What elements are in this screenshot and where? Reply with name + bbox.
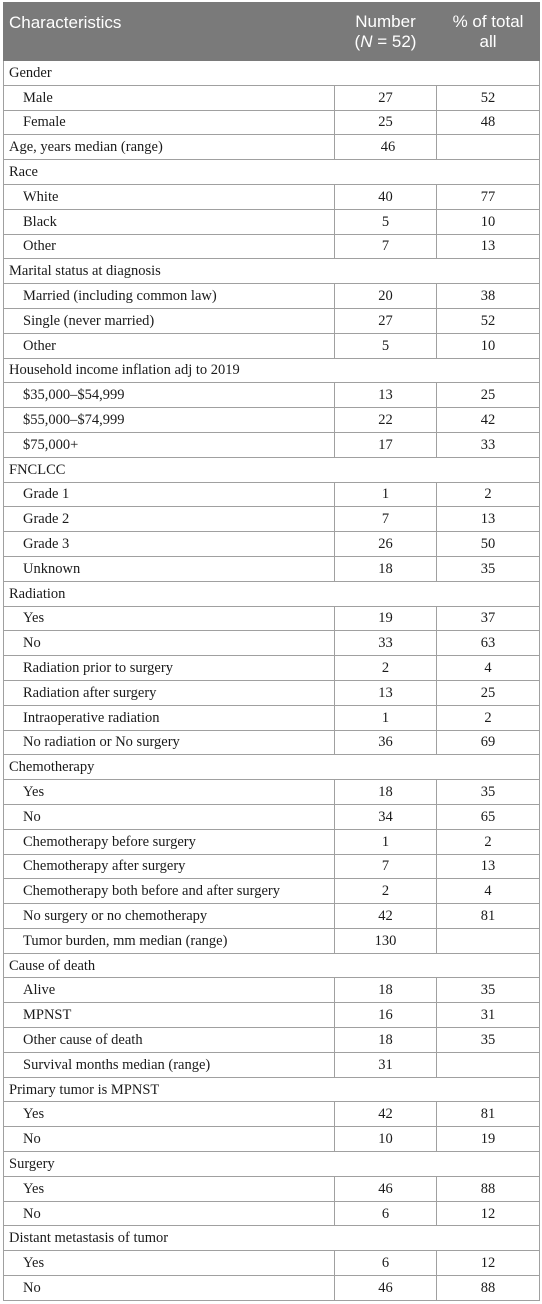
table-row xyxy=(4,928,540,953)
table-row xyxy=(4,482,540,507)
row-number: 6 xyxy=(335,1201,437,1226)
row-percent: 2 xyxy=(437,705,540,730)
row-label: Yes xyxy=(4,1102,335,1127)
row-number: 1 xyxy=(335,829,437,854)
table-row xyxy=(4,1276,540,1301)
row-number: 46 xyxy=(335,1276,437,1301)
row-number: 27 xyxy=(335,85,437,110)
row-percent: 13 xyxy=(437,854,540,879)
row-label: Chemotherapy both before and after surgery xyxy=(4,879,335,904)
row-percent: 38 xyxy=(437,284,540,309)
row-number: 31 xyxy=(335,1052,437,1077)
row-percent: 2 xyxy=(437,482,540,507)
table-row xyxy=(4,1028,540,1053)
header-characteristics xyxy=(4,3,335,61)
row-number: 1 xyxy=(335,482,437,507)
row-number: 5 xyxy=(335,333,437,358)
table-row xyxy=(4,978,540,1003)
row-label: Grade 1 xyxy=(4,482,335,507)
table-row xyxy=(4,333,540,358)
section-row xyxy=(4,953,540,978)
row-label: Other cause of death xyxy=(4,1028,335,1053)
row-number: 5 xyxy=(335,209,437,234)
header-row xyxy=(4,3,540,61)
section-row xyxy=(4,1077,540,1102)
row-number: 18 xyxy=(335,780,437,805)
row-number: 6 xyxy=(335,1251,437,1276)
section-label: Distant metastasis of tumor xyxy=(4,1226,540,1251)
row-percent: 50 xyxy=(437,532,540,557)
row-label: Survival months median (range) xyxy=(4,1052,335,1077)
section-label: Gender xyxy=(4,61,540,86)
row-number: 1 xyxy=(335,705,437,730)
table-row xyxy=(4,1003,540,1028)
section-row xyxy=(4,1152,540,1177)
row-percent: 10 xyxy=(437,209,540,234)
section-row xyxy=(4,755,540,780)
table-row xyxy=(4,829,540,854)
row-percent: 35 xyxy=(437,780,540,805)
table-row xyxy=(4,606,540,631)
row-number: 42 xyxy=(335,1102,437,1127)
row-number: 36 xyxy=(335,730,437,755)
section-label: Surgery xyxy=(4,1152,540,1177)
section-row xyxy=(4,581,540,606)
row-number: 18 xyxy=(335,1028,437,1053)
row-number: 10 xyxy=(335,1127,437,1152)
row-percent: 35 xyxy=(437,556,540,581)
row-label: MPNST xyxy=(4,1003,335,1028)
row-percent: 12 xyxy=(437,1201,540,1226)
table-row xyxy=(4,556,540,581)
row-number: 46 xyxy=(335,135,437,160)
row-number: 18 xyxy=(335,978,437,1003)
table-row xyxy=(4,284,540,309)
row-percent: 25 xyxy=(437,680,540,705)
table-row xyxy=(4,209,540,234)
table-row xyxy=(4,854,540,879)
row-label: White xyxy=(4,184,335,209)
table-body xyxy=(4,61,540,1301)
table-row xyxy=(4,804,540,829)
row-percent: 48 xyxy=(437,110,540,135)
section-label: Radiation xyxy=(4,581,540,606)
row-percent: 81 xyxy=(437,1102,540,1127)
header-percent-line2: all xyxy=(479,31,497,51)
table-row xyxy=(4,184,540,209)
row-label: Other xyxy=(4,333,335,358)
row-percent: 13 xyxy=(437,234,540,259)
row-percent: 2 xyxy=(437,829,540,854)
row-label: No xyxy=(4,1276,335,1301)
row-number: 17 xyxy=(335,432,437,457)
row-percent: 13 xyxy=(437,507,540,532)
table-row xyxy=(4,408,540,433)
section-row xyxy=(4,1226,540,1251)
table-row xyxy=(4,85,540,110)
row-label: No surgery or no chemotherapy xyxy=(4,904,335,929)
header-number-open: ( xyxy=(354,31,361,51)
row-label: Tumor burden, mm median (range) xyxy=(4,928,335,953)
row-percent: 42 xyxy=(437,408,540,433)
header-number-count: = 52) xyxy=(372,31,417,51)
table-row xyxy=(4,680,540,705)
row-label: Yes xyxy=(4,1176,335,1201)
row-number: 27 xyxy=(335,308,437,333)
table-row xyxy=(4,308,540,333)
table-row xyxy=(4,730,540,755)
row-label: Yes xyxy=(4,780,335,805)
row-label: $35,000–$54,999 xyxy=(4,383,335,408)
row-label: Other xyxy=(4,234,335,259)
row-label: Radiation prior to surgery xyxy=(4,656,335,681)
row-number: 13 xyxy=(335,383,437,408)
row-number: 2 xyxy=(335,879,437,904)
row-label: Black xyxy=(4,209,335,234)
row-percent: 81 xyxy=(437,904,540,929)
section-row xyxy=(4,61,540,86)
header-percent-line1: % of total xyxy=(452,11,524,31)
header-characteristics-text: Characteristics xyxy=(9,13,122,32)
row-percent: 52 xyxy=(437,85,540,110)
row-label: Radiation after surgery xyxy=(4,680,335,705)
row-percent: 25 xyxy=(437,383,540,408)
row-number: 40 xyxy=(335,184,437,209)
row-number: 7 xyxy=(335,507,437,532)
table-header xyxy=(4,3,540,61)
section-row xyxy=(4,457,540,482)
row-percent: 88 xyxy=(437,1176,540,1201)
row-label: Intraoperative radiation xyxy=(4,705,335,730)
row-label: Chemotherapy before surgery xyxy=(4,829,335,854)
table-row xyxy=(4,1102,540,1127)
row-label: Yes xyxy=(4,606,335,631)
table-row xyxy=(4,1201,540,1226)
table-row xyxy=(4,705,540,730)
row-percent: 31 xyxy=(437,1003,540,1028)
row-number: 19 xyxy=(335,606,437,631)
row-percent: 4 xyxy=(437,879,540,904)
row-percent: 69 xyxy=(437,730,540,755)
row-number: 7 xyxy=(335,234,437,259)
header-number-line2 xyxy=(335,32,436,52)
row-percent xyxy=(437,928,540,953)
section-row xyxy=(4,259,540,284)
row-label: Unknown xyxy=(4,556,335,581)
section-label: FNCLCC xyxy=(4,457,540,482)
row-number: 25 xyxy=(335,110,437,135)
row-percent: 77 xyxy=(437,184,540,209)
section-label: Chemotherapy xyxy=(4,755,540,780)
row-label: Male xyxy=(4,85,335,110)
row-percent: 35 xyxy=(437,1028,540,1053)
header-number xyxy=(335,3,437,61)
row-label: $75,000+ xyxy=(4,432,335,457)
table-row xyxy=(4,1127,540,1152)
row-percent: 52 xyxy=(437,308,540,333)
table-row xyxy=(4,1251,540,1276)
section-row xyxy=(4,358,540,383)
row-label: No xyxy=(4,1201,335,1226)
table-row xyxy=(4,656,540,681)
row-number: 42 xyxy=(335,904,437,929)
table-row xyxy=(4,383,540,408)
row-number: 2 xyxy=(335,656,437,681)
row-label: Alive xyxy=(4,978,335,1003)
table-row xyxy=(4,507,540,532)
row-percent xyxy=(437,135,540,160)
section-row xyxy=(4,160,540,185)
row-number: 18 xyxy=(335,556,437,581)
characteristics-table xyxy=(3,2,540,1301)
table-row xyxy=(4,904,540,929)
row-number: 13 xyxy=(335,680,437,705)
row-percent: 37 xyxy=(437,606,540,631)
table-row xyxy=(4,780,540,805)
row-percent: 10 xyxy=(437,333,540,358)
table-row xyxy=(4,879,540,904)
section-label: Race xyxy=(4,160,540,185)
row-percent: 88 xyxy=(437,1276,540,1301)
section-label: Cause of death xyxy=(4,953,540,978)
table-row xyxy=(4,1052,540,1077)
row-label: No radiation or No surgery xyxy=(4,730,335,755)
row-number: 33 xyxy=(335,631,437,656)
row-label: Grade 3 xyxy=(4,532,335,557)
row-label: Chemotherapy after surgery xyxy=(4,854,335,879)
row-percent: 35 xyxy=(437,978,540,1003)
row-percent: 19 xyxy=(437,1127,540,1152)
row-label: Female xyxy=(4,110,335,135)
row-number: 46 xyxy=(335,1176,437,1201)
row-number: 34 xyxy=(335,804,437,829)
row-label: No xyxy=(4,631,335,656)
row-number: 22 xyxy=(335,408,437,433)
section-label: Marital status at diagnosis xyxy=(4,259,540,284)
table-row xyxy=(4,1176,540,1201)
section-label: Primary tumor is MPNST xyxy=(4,1077,540,1102)
row-label: $55,000–$74,999 xyxy=(4,408,335,433)
row-number: 20 xyxy=(335,284,437,309)
table-row xyxy=(4,432,540,457)
row-percent: 65 xyxy=(437,804,540,829)
table-row xyxy=(4,234,540,259)
row-label: Age, years median (range) xyxy=(4,135,335,160)
table-row xyxy=(4,631,540,656)
row-number: 26 xyxy=(335,532,437,557)
row-label: No xyxy=(4,1127,335,1152)
section-label: Household income inflation adj to 2019 xyxy=(4,358,540,383)
row-percent: 12 xyxy=(437,1251,540,1276)
table-row xyxy=(4,110,540,135)
row-label: Yes xyxy=(4,1251,335,1276)
row-label: Single (never married) xyxy=(4,308,335,333)
row-label: No xyxy=(4,804,335,829)
header-number-var: N xyxy=(360,31,373,51)
row-number: 130 xyxy=(335,928,437,953)
row-percent xyxy=(437,1052,540,1077)
table-row xyxy=(4,135,540,160)
table-row xyxy=(4,532,540,557)
header-number-line1: Number xyxy=(355,11,416,31)
row-percent: 33 xyxy=(437,432,540,457)
row-label: Grade 2 xyxy=(4,507,335,532)
row-number: 16 xyxy=(335,1003,437,1028)
row-percent: 4 xyxy=(437,656,540,681)
row-label: Married (including common law) xyxy=(4,284,335,309)
row-percent: 63 xyxy=(437,631,540,656)
row-number: 7 xyxy=(335,854,437,879)
header-percent xyxy=(437,3,540,61)
